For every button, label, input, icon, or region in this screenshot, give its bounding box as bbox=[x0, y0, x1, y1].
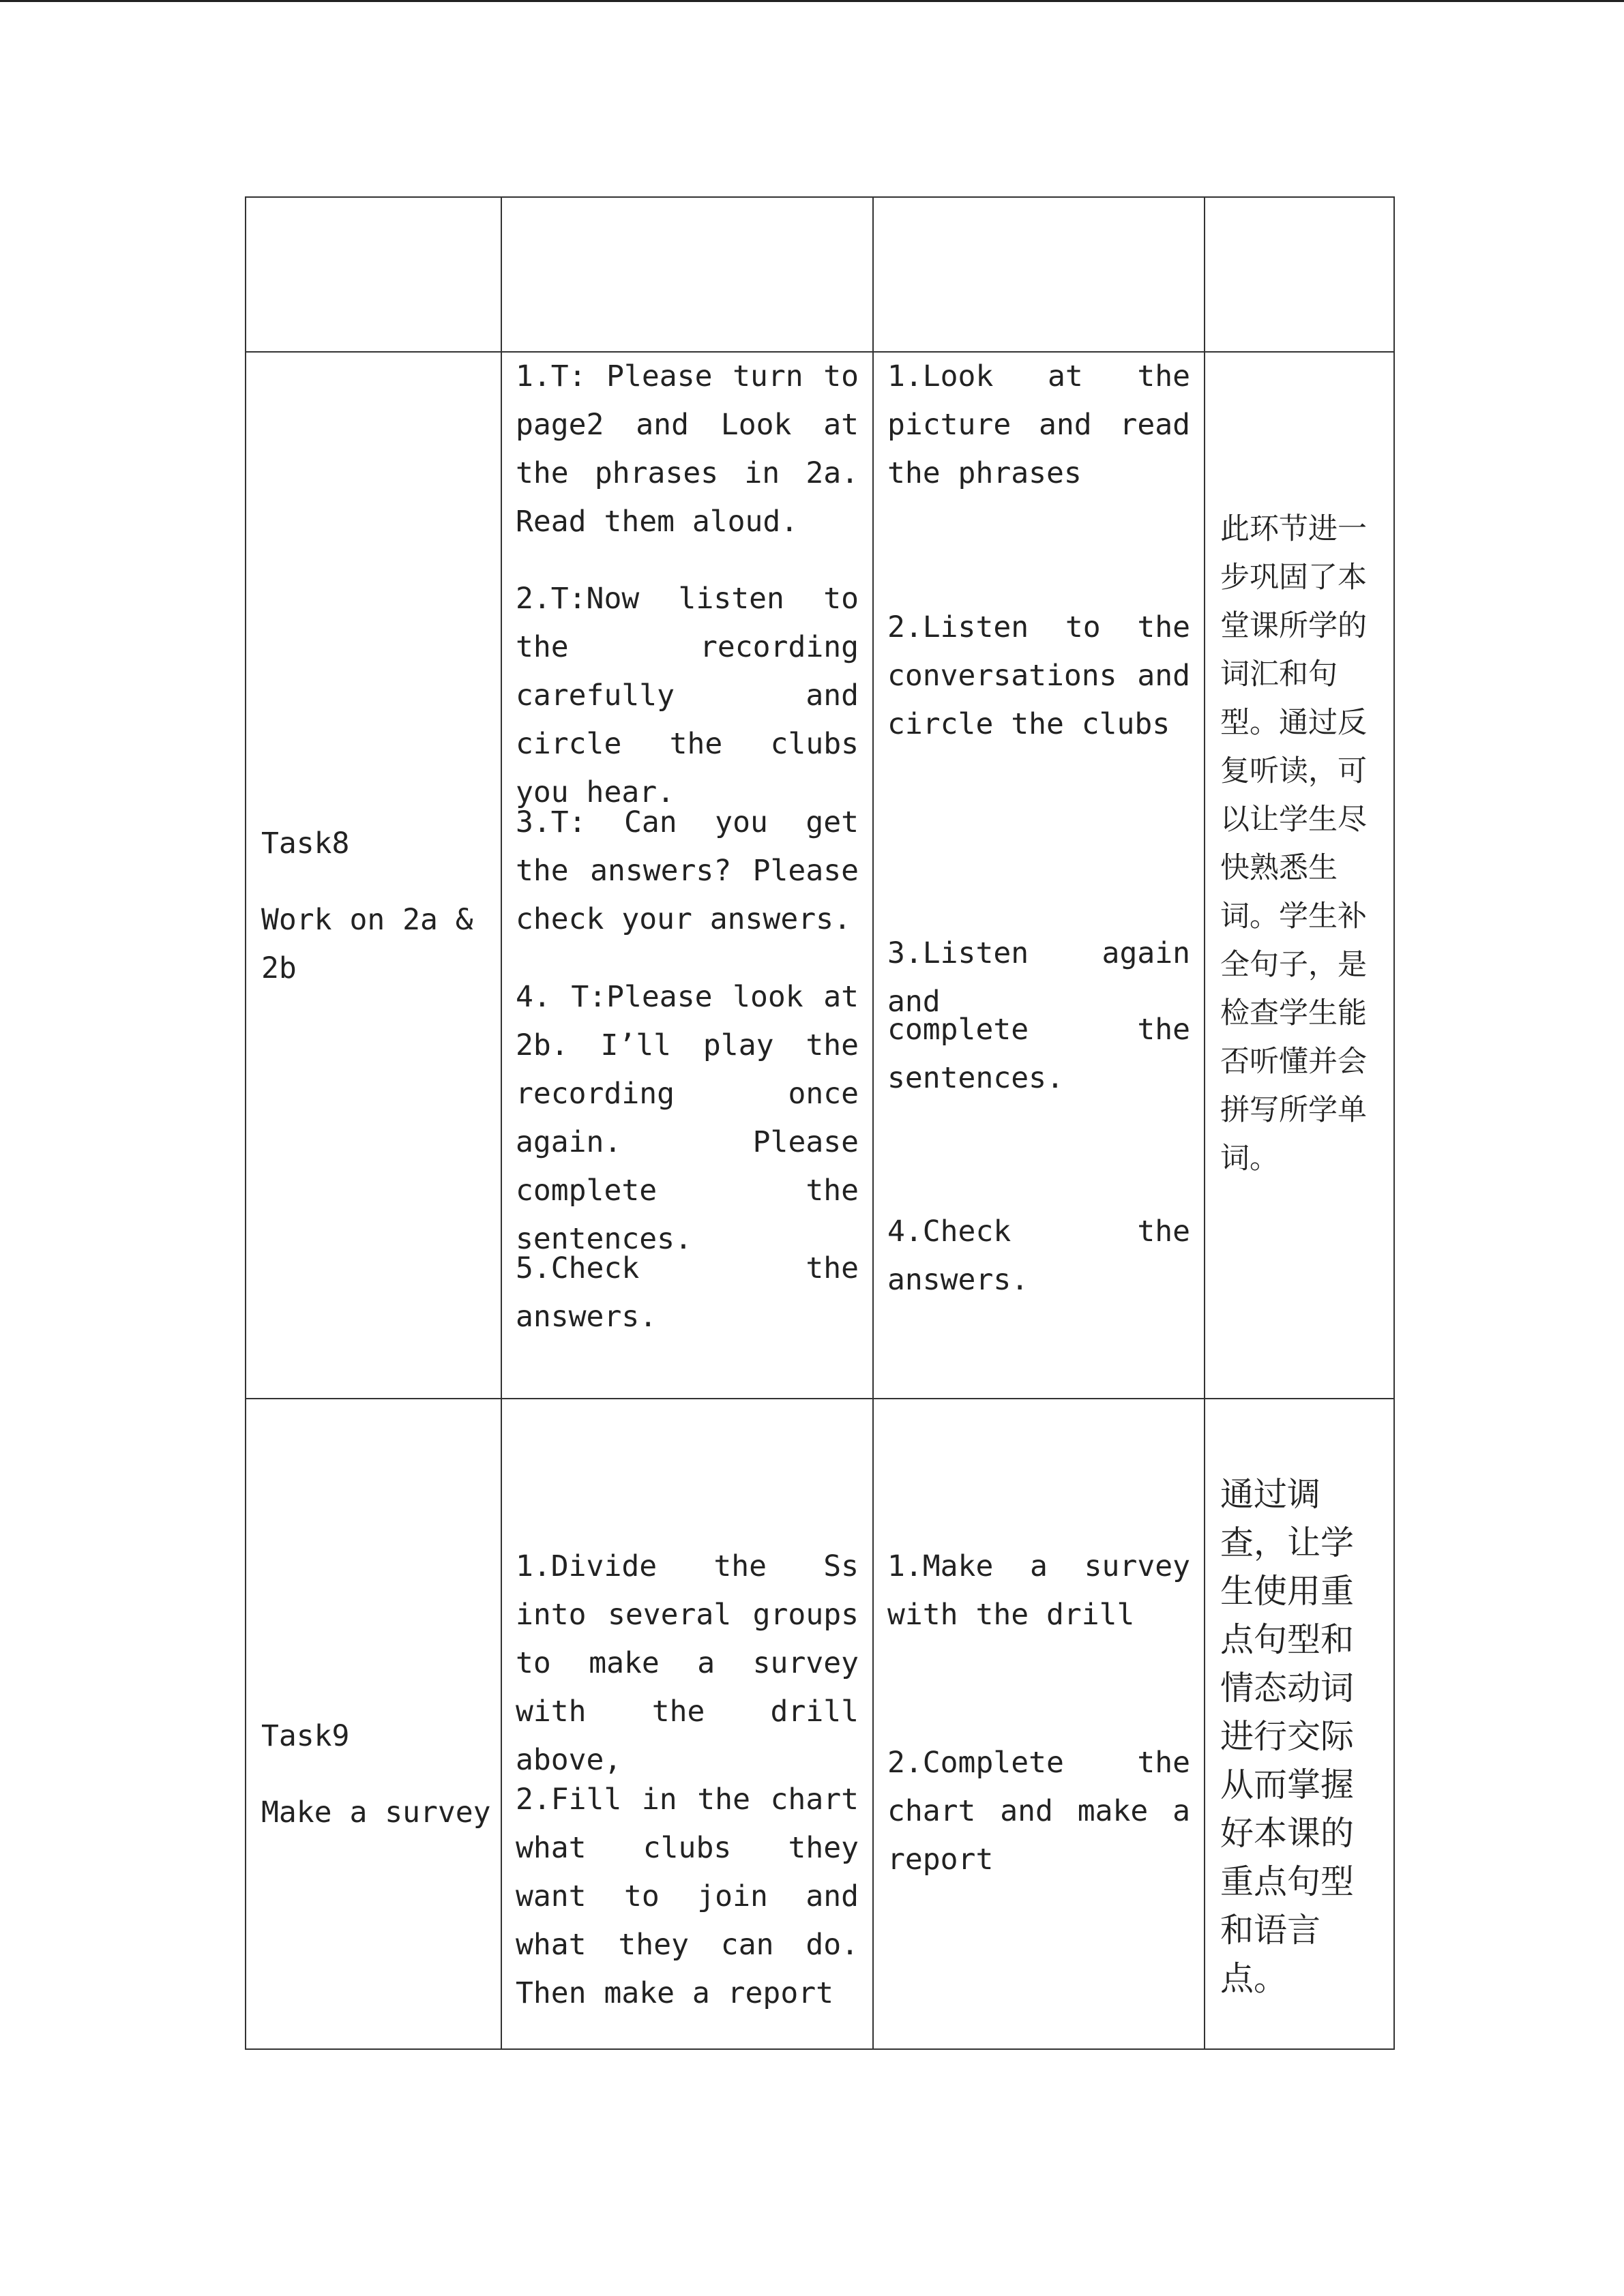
task8-purpose-text: 此环节进一步巩固了本堂课所学的词汇和句型。通过反复听读，可以让学生尽快熟悉生词。学生补全句子，是检查学生能否听懂并会拼写所学单词。 bbox=[1220, 512, 1367, 1176]
page-top-border bbox=[0, 0, 1624, 2]
task8-students-cell bbox=[873, 352, 1205, 1399]
task9-title: Task9 bbox=[261, 1719, 350, 1753]
task9-teacher-cell bbox=[501, 1399, 873, 2049]
task8-student-step-3a: 3.Listen again and bbox=[887, 936, 1190, 1019]
task9-student-step-1: 1.Make a survey with the drill bbox=[887, 1549, 1190, 1632]
task8-student-step-3b: complete the sentences. bbox=[887, 1013, 1190, 1095]
task8-title: Task8 bbox=[261, 826, 350, 861]
task9-student-step-2: 2.Complete the chart and make a report bbox=[887, 1746, 1190, 1877]
task9-purpose-cell bbox=[1205, 1399, 1394, 2049]
task8-teacher-step-5: 5.Check the answers. bbox=[516, 1251, 859, 1334]
empty-cell bbox=[873, 197, 1205, 352]
task8-subtitle: Work on 2a & 2b bbox=[261, 903, 473, 985]
task9-teacher-step-1: 1.Divide the Ss into several groups to make a survey with the drill above, bbox=[516, 1549, 859, 1777]
task9-teacher-step-2: 2.Fill in the chart what clubs they want to join and what they can do. Then make a report bbox=[516, 1783, 859, 2010]
task9-step-cell bbox=[246, 1399, 501, 2049]
task8-teacher-cell bbox=[501, 352, 873, 1399]
task9-students-cell bbox=[873, 1399, 1205, 2049]
lesson-plan-table bbox=[245, 196, 1395, 2050]
table-row-task9 bbox=[246, 1399, 1394, 2049]
task8-student-step-2: 2.Listen to the conversations and circle the clubs bbox=[887, 610, 1190, 741]
task8-teacher-step-1: 1.T: Please turn to page2 and Look at the phrases in 2a. Read them aloud. bbox=[516, 359, 859, 539]
empty-cell bbox=[501, 197, 873, 352]
task8-purpose-cell bbox=[1205, 352, 1394, 1399]
task8-step-cell bbox=[246, 352, 501, 1399]
task9-subtitle: Make a survey bbox=[261, 1795, 491, 1830]
table-row-task8 bbox=[246, 352, 1394, 1399]
empty-cell bbox=[246, 197, 501, 352]
task8-student-step-1: 1.Look at the picture and read the phrases bbox=[887, 359, 1190, 490]
task8-student-step-4: 4.Check the answers. bbox=[887, 1214, 1190, 1297]
task9-purpose-text: 通过调查，让学生使用重点句型和情态动词进行交际从而掌握好本课的重点句型和语言点。 bbox=[1220, 1475, 1355, 1998]
table-row-empty bbox=[246, 197, 1394, 352]
task8-teacher-step-2: 2.T:Now listen to the recording carefully and circle the clubs you hear. bbox=[516, 582, 859, 809]
task8-teacher-step-4: 4. T:Please look at 2b. I’ll play the recording once again. Please complete the sentences. bbox=[516, 980, 859, 1256]
empty-cell bbox=[1205, 197, 1394, 352]
task8-teacher-step-3: 3.T: Can you get the answers? Please check your answers. bbox=[516, 805, 859, 936]
